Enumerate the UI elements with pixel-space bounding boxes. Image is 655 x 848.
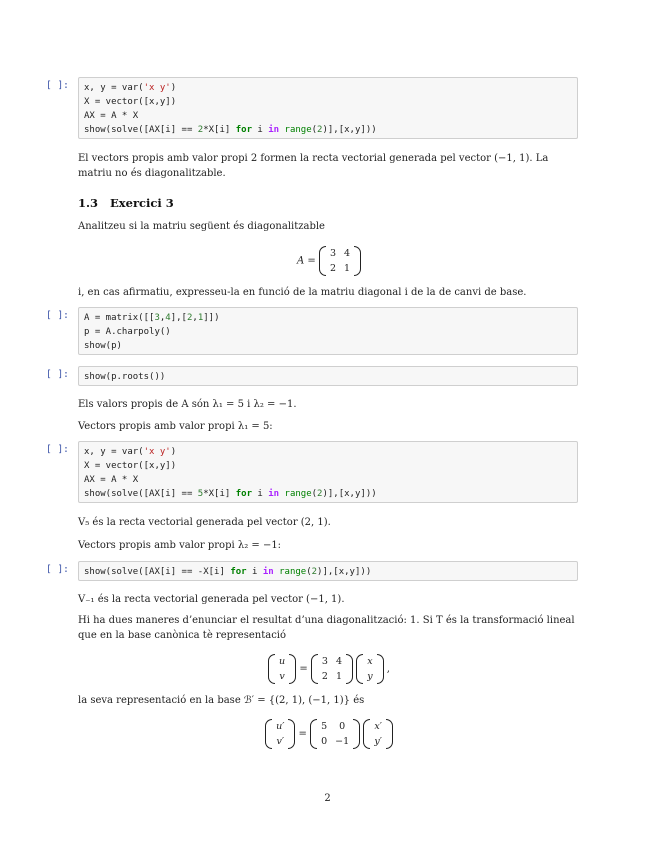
equation-uv: [78, 654, 580, 684]
code-editor[interactable]: show(p.roots()): [78, 366, 578, 386]
vector-uv-prime: u′ v′: [265, 719, 295, 749]
code-cell[interactable]: [46, 307, 578, 355]
paragraph: Vectors propis amb valor propi λ₁ = 5:: [78, 421, 273, 432]
paragraph: Analitzeu si la matriu següent és diagonalitzable: [78, 221, 325, 232]
paragraph: Vectors propis amb valor propi λ₂ = −1:: [78, 540, 282, 551]
paragraph: la seva representació en la base ℬ′ = {(2, 1), (−1, 1)} és: [78, 695, 365, 706]
equation-matrix-a: [78, 246, 580, 276]
matrix-a: 3 4 2 1: [319, 246, 361, 276]
equals-sign: =: [298, 728, 307, 740]
code-cell[interactable]: [46, 561, 578, 581]
cell-prompt: [ ]:: [46, 310, 69, 321]
code-cell[interactable]: [46, 366, 578, 386]
section-title: Exercici 3: [110, 196, 174, 210]
equals-sign: =: [299, 663, 308, 675]
page-number: 2: [324, 793, 331, 804]
cell-prompt: [ ]:: [46, 444, 69, 455]
paragraph: Els valors propis de A són λ₁ = 5 i λ₂ = −1.: [78, 399, 297, 410]
code-editor[interactable]: A = matrix([[3,4],[2,1]]) p = A.charpoly() show(p): [78, 307, 578, 355]
code-editor[interactable]: x, y = var('x y') X = vector([x,y]) AX = A * X show(solve([AX[i] == 2*X[i] for i in range(2)],[x,y])): [78, 77, 578, 139]
section-heading: [78, 196, 174, 210]
vector-xy: x y: [356, 654, 383, 684]
paragraph: El vectors propis amb valor propi 2 formen la recta vectorial generada pel vector (−1, 1). La matriu no és diagonalitzable.: [78, 153, 549, 179]
equation-comma: ,: [386, 663, 390, 675]
code-cell[interactable]: [46, 77, 578, 139]
cell-prompt: [ ]:: [46, 564, 69, 575]
matrix-diagonal: 5 0 0 −1: [310, 719, 360, 749]
section-number: 1.3: [78, 196, 99, 210]
paragraph: V₅ és la recta vectorial generada pel vector (2, 1).: [78, 517, 331, 528]
paragraph: V₋₁ és la recta vectorial generada pel vector (−1, 1).: [78, 594, 345, 605]
paragraph: Hi ha dues maneres d’enunciar el resultat d’una diagonalització: 1. Si T és la transformació lineal que en la base canònica tè representació: [78, 615, 575, 641]
code-editor[interactable]: x, y = var('x y') X = vector([x,y]) AX = A * X show(solve([AX[i] == 5*X[i] for i in range(2)],[x,y])): [78, 441, 578, 503]
vector-uv: u v: [268, 654, 296, 684]
cell-prompt: [ ]:: [46, 80, 69, 91]
vector-xy-prime: x′ y′: [363, 719, 393, 749]
code-editor[interactable]: show(solve([AX[i] == -X[i] for i in range(2)],[x,y])): [78, 561, 578, 581]
matrix-a-repr: 3 4 2 1: [311, 654, 353, 684]
equation-uv-prime: [78, 719, 580, 749]
cell-prompt: [ ]:: [46, 369, 69, 380]
paragraph: i, en cas afirmatiu, expresseu-la en funció de la matriu diagonal i de la de canvi de base.: [78, 287, 527, 298]
code-cell[interactable]: [46, 441, 578, 503]
equation-lhs: A =: [296, 255, 316, 267]
